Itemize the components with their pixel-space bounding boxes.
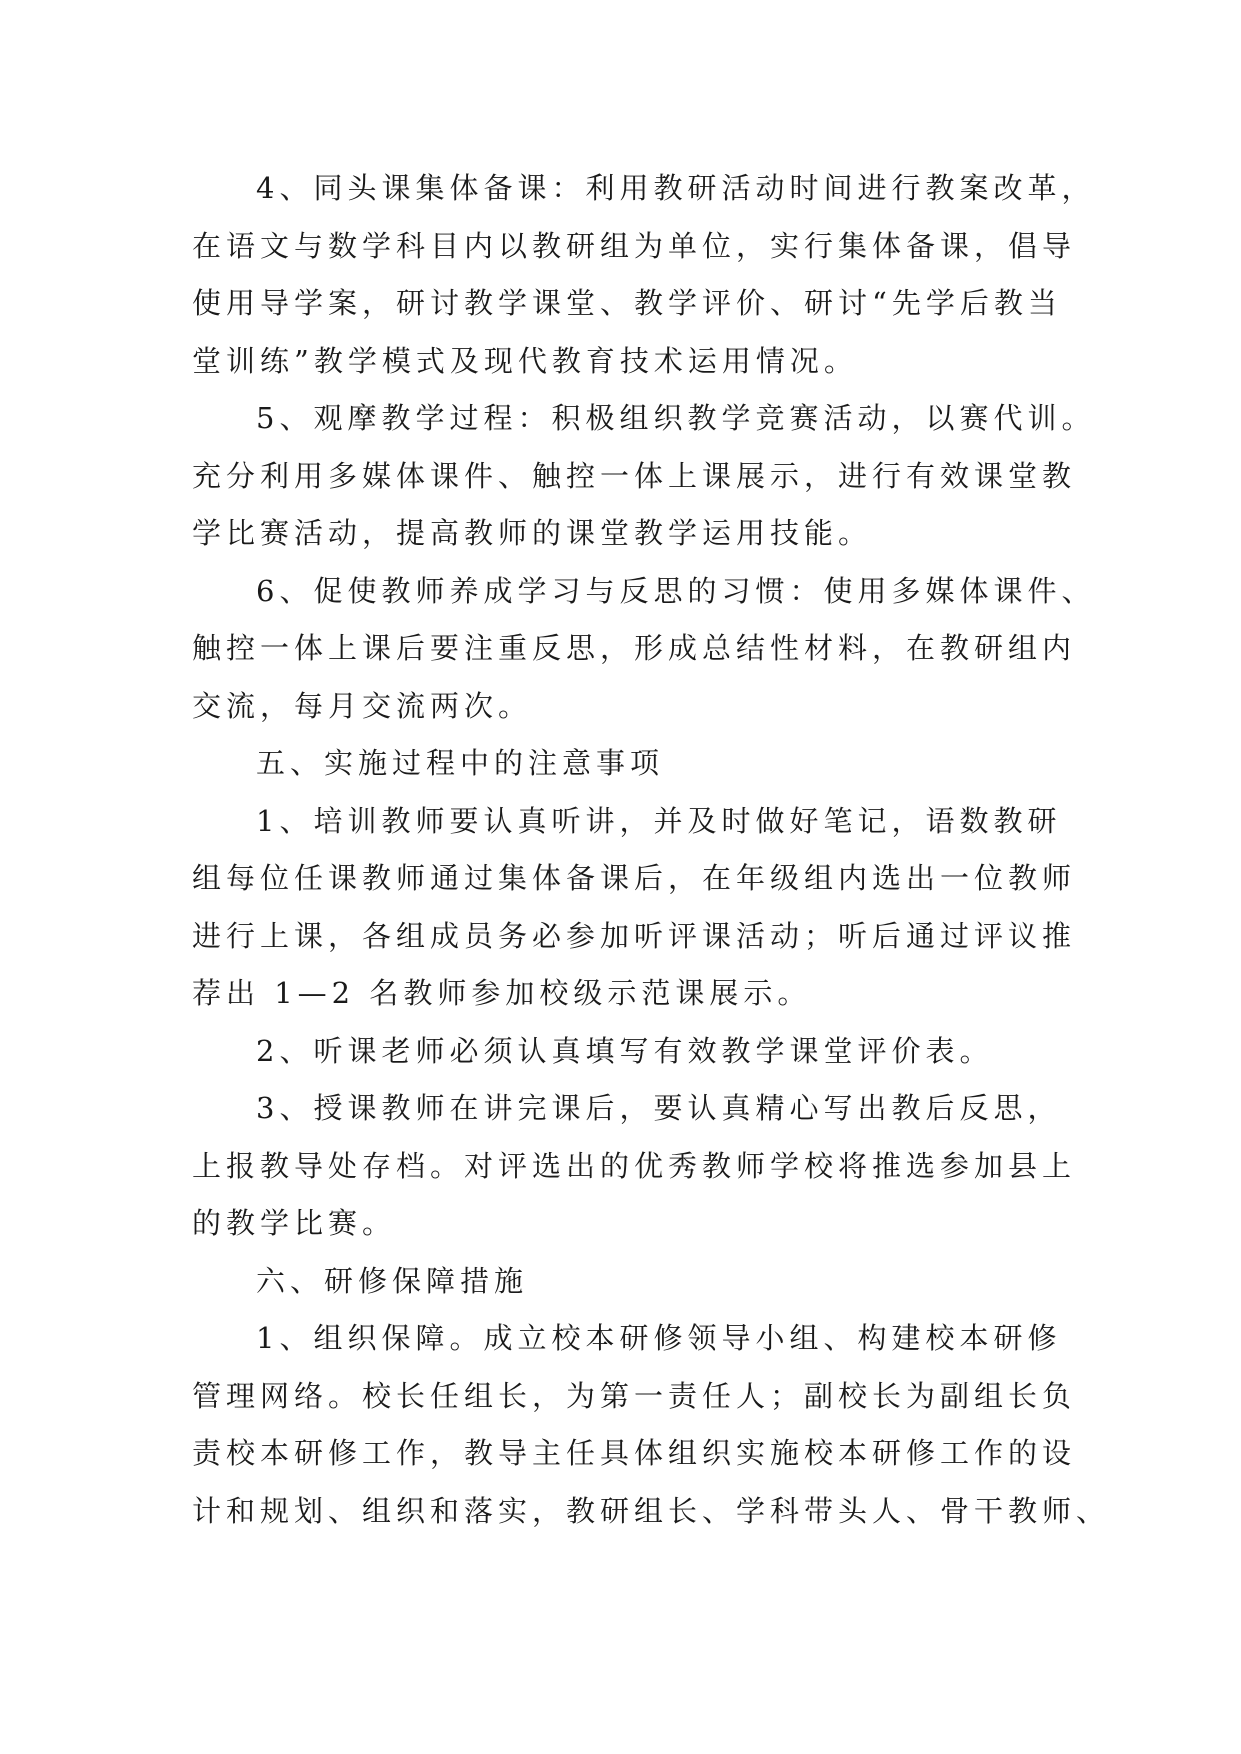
text-line: 进行上课，各组成员务必参加听评课活动；听后通过评议推 [192,918,1077,953]
text-line: 触控一体上课后要注重反思，形成总结性材料，在教研组内 [192,631,1077,665]
text-line: 1、组织保障。成立校本研修领导小组、构建校本研修 [256,1321,1062,1355]
text-line: 荐出 1—2 名教师参加校级示范课展示。 [192,976,812,1010]
text-line: 交流，每月交流两次。 [192,688,533,723]
text-line: 组每位任课教师通过集体备课后，在年级组内选出一位教师 [192,861,1077,895]
text-line: 上报教导处存档。对评选出的优秀教师学校将推选参加县上 [192,1148,1077,1183]
text-line: 3、授课教师在讲完课后，要认真精心写出教后反思， [256,1091,1062,1125]
text-line: 6、促使教师养成学习与反思的习惯：使用多媒体课件、 [256,573,1096,608]
text-line: 1、培训教师要认真听讲，并及时做好笔记，语数教研 [256,803,1062,838]
text-line: 充分利用多媒体课件、触控一体上课展示，进行有效课堂教 [192,458,1077,493]
text-line: 计和规划、组织和落实，教研组长、学科带头人、骨干教师、 [192,1493,1111,1528]
text-line: 学比赛活动，提高教师的课堂教学运用技能。 [192,516,873,550]
text-line: 管理网络。校长任组长，为第一责任人；副校长为副组长负 [192,1378,1077,1413]
text-line: 责校本研修工作，教导主任具体组织实施校本研修工作的设 [192,1436,1077,1470]
document-page [192,160,1111,1540]
text-line: 使用导学案，研讨教学课堂、教学评价、研讨“先学后教当 [192,286,1062,320]
text-line: 的教学比赛。 [192,1206,397,1240]
text-line: 5、观摩教学过程：积极组织教学竞赛活动，以赛代训。 [256,401,1096,435]
section-heading: 五、实施过程中的注意事项 [256,746,665,780]
text-line: 2、听课老师必须认真填写有效教学课堂评价表。 [256,1033,994,1068]
section-heading: 六、研修保障措施 [256,1263,529,1298]
text-line: 堂训练”教学模式及现代教育技术运用情况。 [192,343,858,378]
text-line: 在语文与数学科目内以教研组为单位，实行集体备课，倡导 [192,228,1077,263]
text-line: 4、同头课集体备课：利用教研活动时间进行教案改革， [256,171,1096,205]
